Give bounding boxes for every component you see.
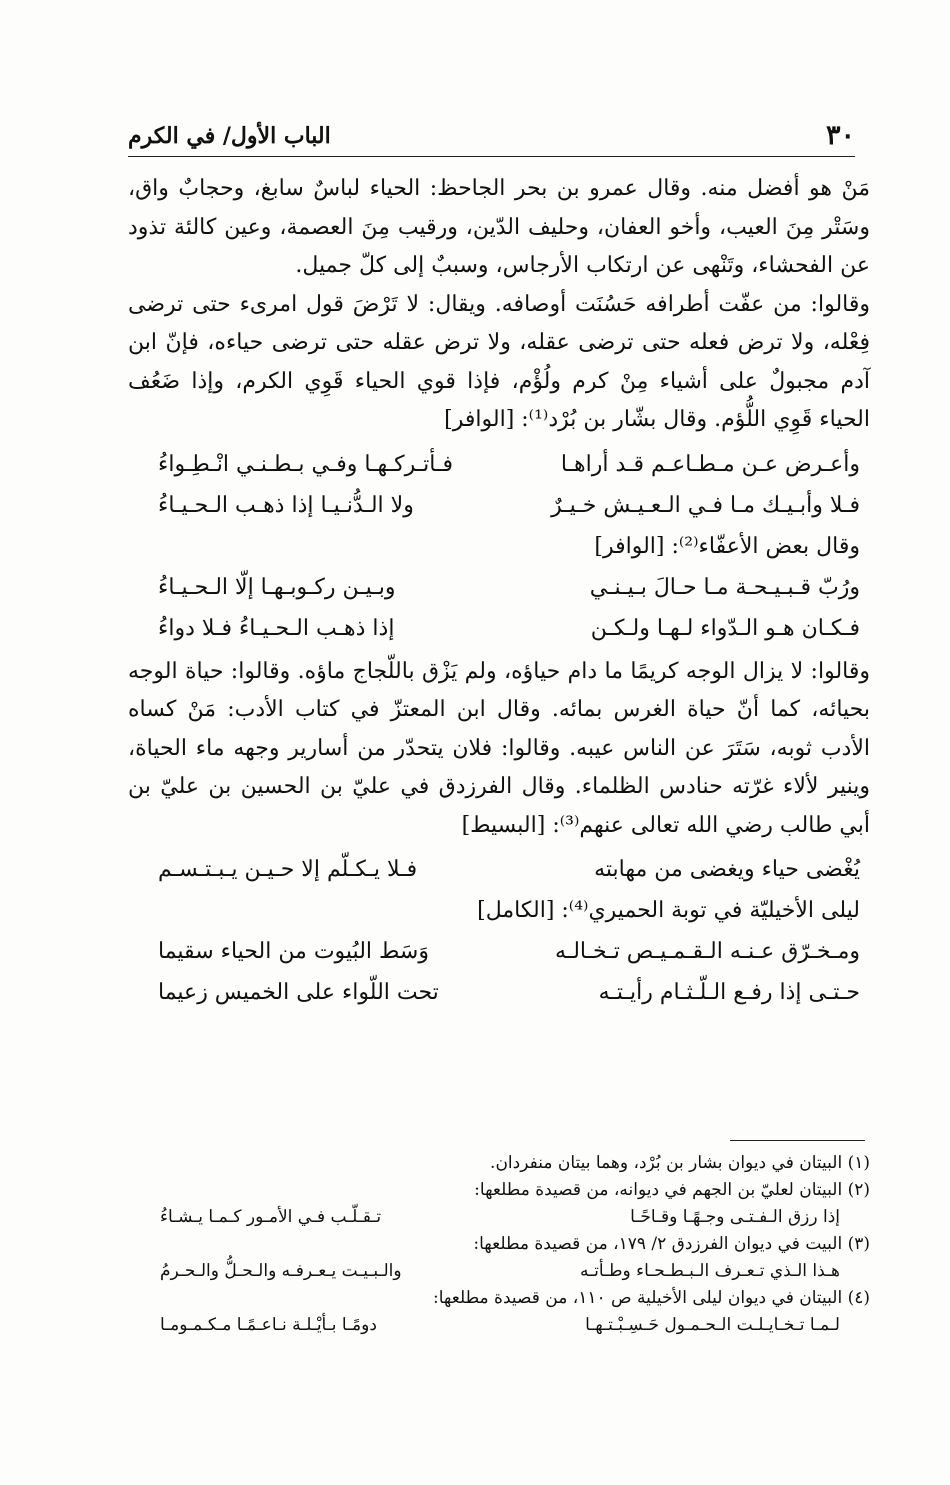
paragraph: وقالوا: من عفّت أطرافه حَسُنَت أوصافه. ويقال: لا تَرْضَ قول امرىء حتى ترضى فِعْله، ولا ترض فعله حتى ترضى عقله، ولا ترض عقله حتى ترضى حياءه، فإنّ ابن آدم مجبولٌ على أشياء مِنْ كرم ولُؤْم، فإذا قوي الحياء قَوِي الكرم، وإذا ضَعُف الحياء قَوِي اللُّؤم. وقال بشّار بن بُرْد⁽¹⁾: [الوافر] (128, 291, 870, 432)
poem-intro: وقال بعض الأعفّاء⁽²⁾: [الوافر] (594, 533, 860, 559)
footnote: (١) البيتان في ديوان بشار بن بُرْد، وهما بيتان منفردان. (490, 1153, 870, 1173)
footnote: (٣) البيت في ديوان الفرزدق ٢/ ١٧٩، من قصيدة مطلعها: (473, 1234, 870, 1254)
paragraph: وقالوا: لا يزال الوجه كريمًا ما دام حياؤه، ولم يَزْق باللّجاج ماؤه. وقالوا: حياة الوجه بحيائه، كما أنّ حياة الغرس بمائه. وقال ابن المعتزّ في كتاب الأدب: مَنْ كساه الأدب ثوبه، سَتَرَ عن الناس عيبه. وقالوا: فلان يتحدّر من أسارير وجهه ماء الحياة، وينير لألاء غرّته حنادس الظلماء. وقال الفرزدق في عليّ بن الحسين بن عليّ بن أبي طالب رضي الله تعالى عنهم⁽³⁾: [البسيط] (128, 658, 870, 838)
verse-line (128, 567, 870, 608)
hemistich-first: فـكـان هـو الـدّواء لـهـا ولـكـن (590, 615, 860, 641)
footnotes (150, 1150, 870, 1339)
hemistich-second: تـقـلّـب فـي الأمـور كـمـا يـشـاءُ (160, 1207, 382, 1227)
hemistich-second: وبـيـن ركـوبـهـا إلّا الـحـيـاءُ (158, 574, 396, 600)
hemistich-first: هـذا الـذي تـعـرف الـبـطـحـاء وطـأتـه (580, 1261, 840, 1281)
page-header (128, 112, 855, 157)
hemistich-first: وأعـرض عـن مـطـاعـم قـد أراهـا (560, 451, 860, 477)
hemistich-second: دومًـا بـأيْـلـة نـاعـمًـا مـكـمـومـا (160, 1315, 377, 1335)
hemistich-second: إذا ذهـب الـحـيـاءُ فـلا دواءُ (158, 615, 395, 641)
poem-bashar (128, 444, 870, 649)
hemistich-second: فـأتـركـهـا وفـي بـطـنـي انْـطِـواءُ (158, 451, 453, 477)
verse-line (128, 485, 870, 526)
hemistich-second: ولا الـدُّنـيـا إذا ذهـب الـحـيـاءُ (158, 492, 414, 518)
footnote-separator (730, 1140, 865, 1141)
hemistich-first: ومـخـرّق عـنـه الـقـمـيـص تـخـالـه (554, 939, 860, 964)
verse-line (128, 444, 870, 485)
hemistich-first: إذا رزق الـفـتـى وجـهًـا وقـاحًـا (630, 1207, 840, 1227)
hemistich-first: فـلا وأبـيـك مـا فـي الـعـيـش خـيـرٌ (551, 492, 860, 518)
paragraph: مَنْ هو أفضل منه. وقال عمرو بن بحر الجاحظ: الحياء لباسٌ سابغ، وحجابٌ واق، وسَتْر مِنَ العيب، وأخو العفان، وحليف الدّين، ورقيب مِنَ العصمة، وعين كالئة تذود عن الفحشاء، وتَنْهى عن ارتكاب الأرجاس، وسببٌ إلى كلّ جميل. (128, 176, 870, 278)
footnote-verse (150, 1312, 870, 1339)
hemistich-first: ورُبّ قـبـيـحـة مـا حـالَ بـيـنـي (589, 574, 860, 600)
verse-line (128, 931, 870, 972)
verse-line (128, 608, 870, 649)
footnote: (٢) البيتان لعليّ بن الجهم في ديوانه، من قصيدة مطلعها: (474, 1180, 870, 1200)
poem-intro: ليلى الأخيليّة في توبة الحميري⁽⁴⁾: [الكامل] (477, 898, 860, 923)
hemistich-first: حـتـى إذا رفـع الـلّـثـام رأيـتـه (598, 980, 860, 1005)
verse-line (128, 972, 870, 1013)
footnote-verse (150, 1258, 870, 1285)
page-number: ٣٠ (825, 120, 855, 151)
hemistich-second: والـبـيـت يـعـرفـه والـحـلُّ والـحـرمُ (160, 1261, 402, 1281)
footnote-verse (150, 1204, 870, 1231)
main-text (128, 170, 870, 1017)
hemistich-second: وَسَط البُيوت من الحياء سقيما (158, 939, 429, 964)
hemistich-first: يُغْضى حياء ويغضى من مهابته (594, 857, 860, 882)
hemistich-first: لـمـا تـخـايـلـت الـحـمـول حَـسِـبْـتـهـا (585, 1315, 840, 1335)
hemistich-second: تحت اللّواء على الخميس زعيما (158, 980, 439, 1005)
hemistich-second: فـلا يـكـلّم إلا حـيـن يـبـتـسـم (158, 857, 418, 882)
poem-farazdaq (128, 849, 870, 1013)
chapter-title: الباب الأول/ في الكرم (128, 123, 331, 149)
verse-line (128, 849, 870, 890)
footnote: (٤) البيتان في ديوان ليلى الأخيلية ص ١١٠، من قصيدة مطلعها: (433, 1288, 870, 1308)
